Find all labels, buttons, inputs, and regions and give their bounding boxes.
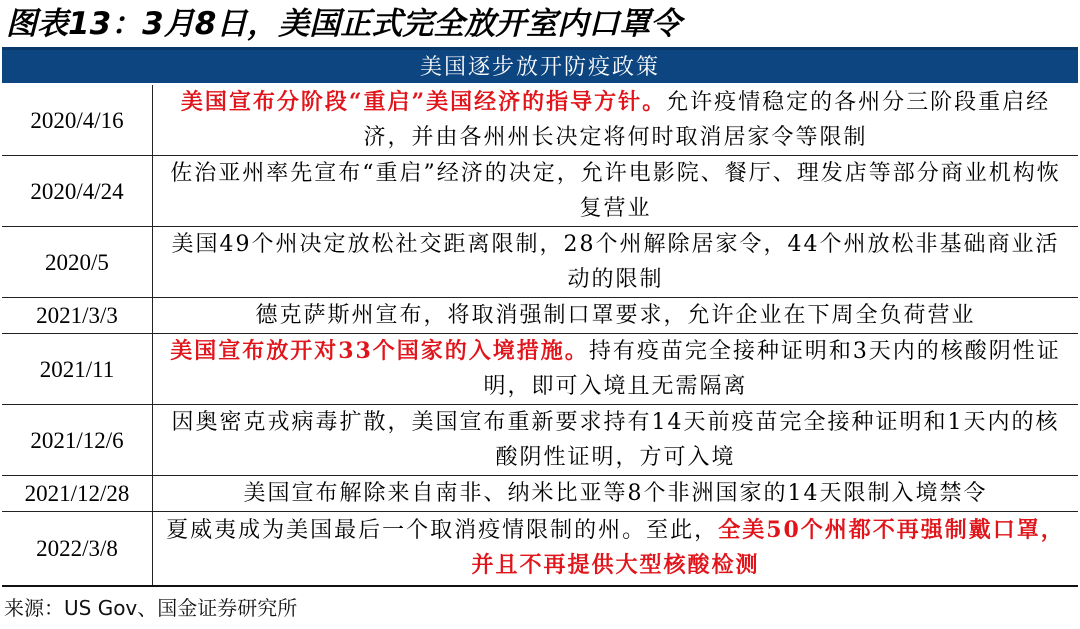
row-description [153,227,1079,298]
row-date: 2021/11 [2,334,153,405]
row-description [153,476,1079,512]
table-row [2,512,1078,586]
source-note: 来源：US Gov、国金证券研究所 [4,596,298,620]
table-row [2,85,1078,156]
row-description [153,156,1079,227]
table-row [2,405,1078,476]
row-description [153,405,1079,476]
row-text: 德克萨斯州宣布，将取消强制口罩要求，允许企业在下周全负荷营业 [255,303,976,328]
row-date: 2020/4/16 [2,85,153,156]
policy-table [2,85,1078,587]
row-date: 2020/5 [2,227,153,298]
table-header: 美国逐步放开防疫政策 [2,47,1078,83]
row-date: 2021/3/3 [2,298,153,334]
row-text: 因奥密克戎病毒扩散，美国宣布重新要求持有14天前疫苗完全接种证明和1天内的核酸阴性证明，方可入境 [171,410,1060,470]
table-row [2,298,1078,334]
row-description [153,298,1079,334]
row-text: 持有疫苗完全接种证明和3天内的核酸阴性证明，即可入境且无需隔离 [483,339,1061,399]
row-text: 夏威夷成为美国最后一个取消疫情限制的州。至此， [166,518,719,544]
row-description [153,334,1079,405]
table-row [2,334,1078,405]
row-text: 允许疫情稳定的各州分三阶段重启经济，并由各州州长决定将何时取消居家令等限制 [363,90,1051,150]
row-description [153,512,1079,586]
row-highlight: 全美50个州都不再强制戴口罩，并且不再提供大型核酸检测 [471,517,1065,579]
table-row [2,476,1078,512]
row-highlight: 美国宣布分阶段“重启”美国经济的指导方针。 [180,89,667,115]
table-row [2,156,1078,227]
row-text: 美国宣布解除来自南非、纳米比亚等8个非洲国家的14天限制入境禁令 [243,481,988,506]
table-row [2,227,1078,298]
row-highlight: 美国宣布放开对33个国家的入境措施。 [170,338,589,364]
row-text: 美国49个州决定放松社交距离限制，28个州解除居家令，44个州放松非基础商业活动的限制 [171,232,1060,292]
row-date: 2022/3/8 [2,512,153,586]
row-date: 2021/12/28 [2,476,153,512]
row-text: 佐治亚州率先宣布“重启”经济的决定，允许电影院、餐厅、理发店等部分商业机构恢复营业 [170,161,1061,221]
figure-title: 图表13：3月8日，美国正式完全放开室内口罩令 [6,6,682,42]
row-date: 2021/12/6 [2,405,153,476]
row-date: 2020/4/24 [2,156,153,227]
row-description [153,85,1079,156]
